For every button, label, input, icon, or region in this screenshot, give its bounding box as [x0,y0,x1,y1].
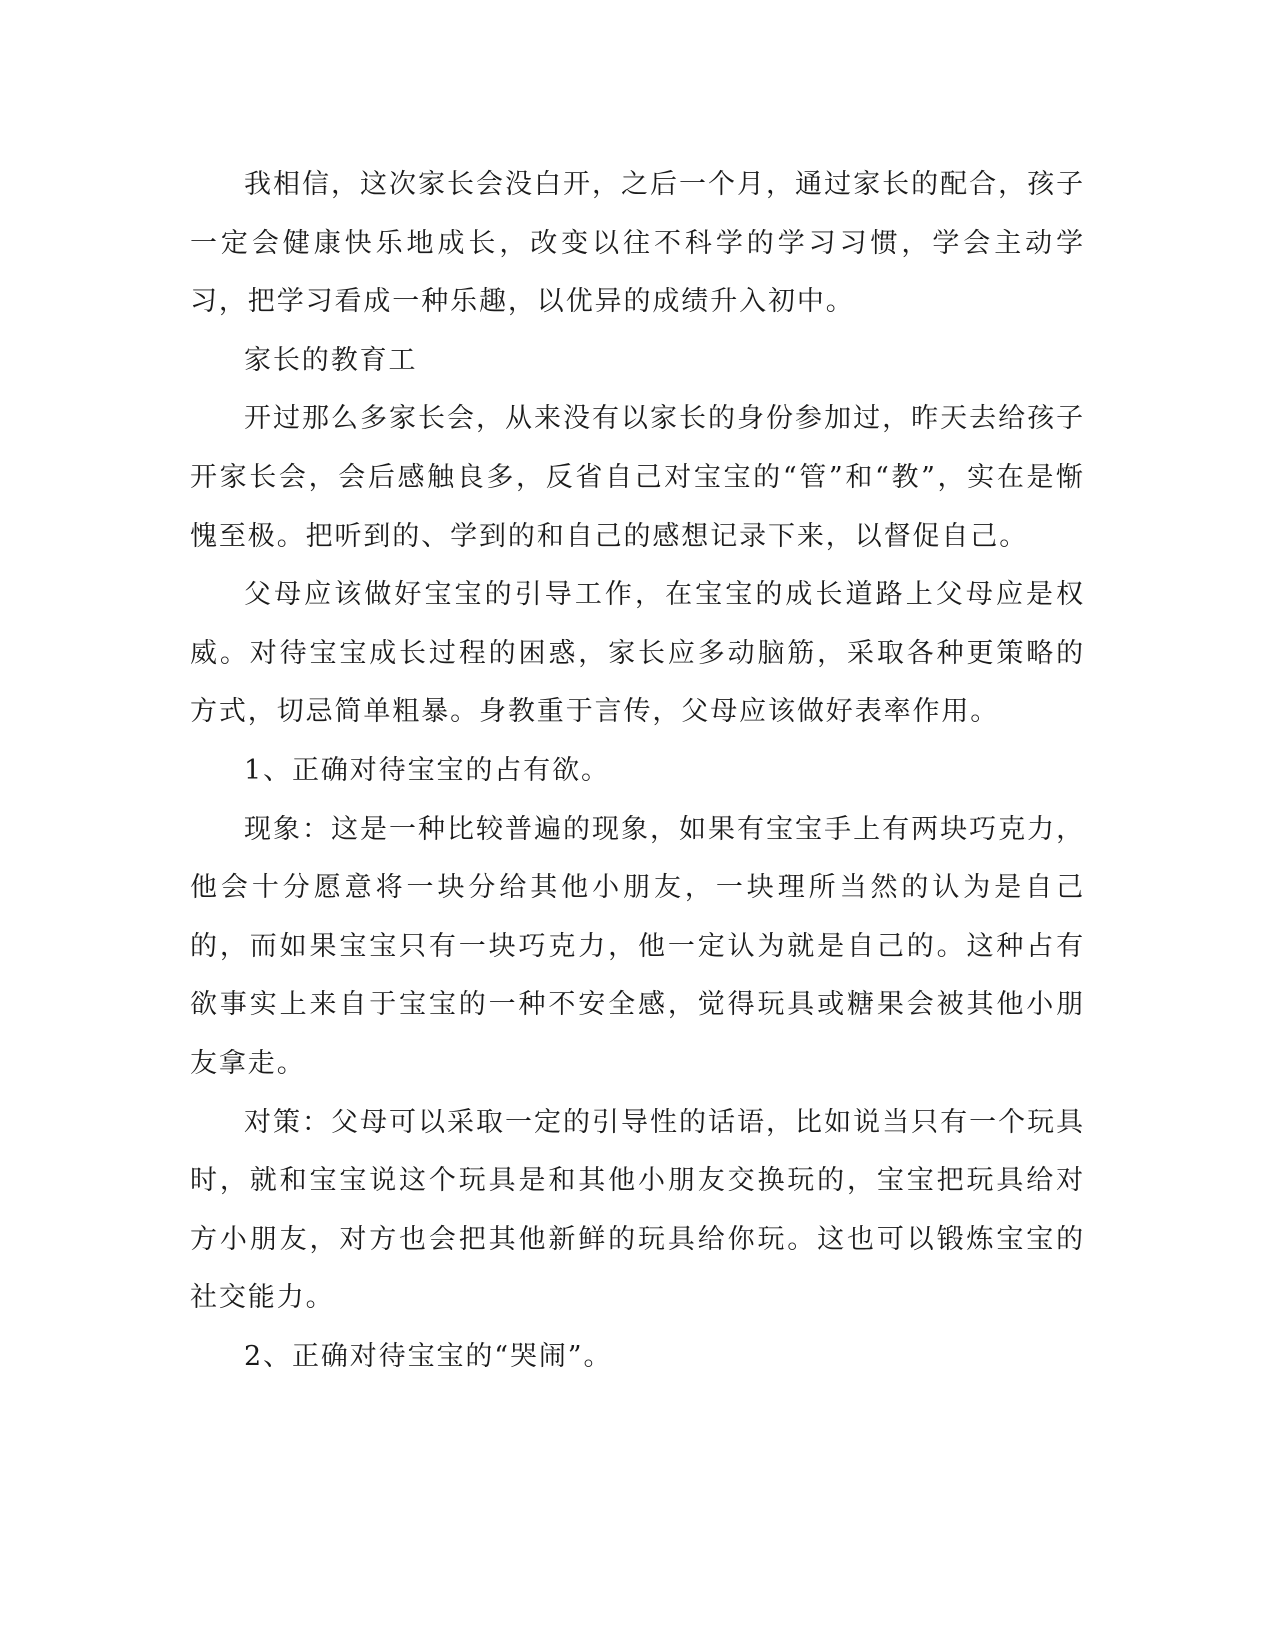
paragraph-phenomenon: 现象：这是一种比较普遍的现象，如果有宝宝手上有两块巧克力，他会十分愿意将一块分给其他小朋友，一块理所当然的认为是自己的，而如果宝宝只有一块巧克力，他一定认为就是自己的。这种占有欲事实上来自于宝宝的一种不安全感，觉得玩具或糖果会被其他小朋友拿走。 [190,813,1085,1079]
paragraph-parent-meeting-conclusion: 我相信，这次家长会没白开，之后一个月，通过家长的配合，孩子一定会健康快乐地成长，改变以往不科学的学习习惯，学会主动学习，把学习看成一种乐趣，以优异的成绩升入初中。 [190,169,1085,318]
paragraph-countermeasure: 对策：父母可以采取一定的引导性的话语，比如说当只有一个玩具时，就和宝宝说这个玩具是和其他小朋友交换玩的，宝宝把玩具给对方小朋友，对方也会把其他新鲜的玩具给你玩。这也可以锻炼宝宝的社交能力。 [190,1106,1085,1314]
paragraph-parent-guidance: 父母应该做好宝宝的引导工作，在宝宝的成长道路上父母应是权威。对待宝宝成长过程的困惑，家长应多动脑筋，采取各种更策略的方式，切忌简单粗暴。身教重于言传，父母应该做好表率作用。 [190,579,1085,728]
document-body [190,156,1085,1386]
paragraph-heading-parent-education: 家长的教育工 [244,344,418,376]
paragraph-point-2-title: 2、正确对待宝宝的“哭闹”。 [244,1340,613,1372]
paragraph-point-1-title: 1、正确对待宝宝的占有欲。 [244,754,610,786]
paragraph-meeting-reflection: 开过那么多家长会，从来没有以家长的身份参加过，昨天去给孩子开家长会，会后感触良多，反省自己对宝宝的“管”和“教”，实在是惭愧至极。把听到的、学到的和自己的感想记录下来，以督促自己。 [190,403,1085,552]
